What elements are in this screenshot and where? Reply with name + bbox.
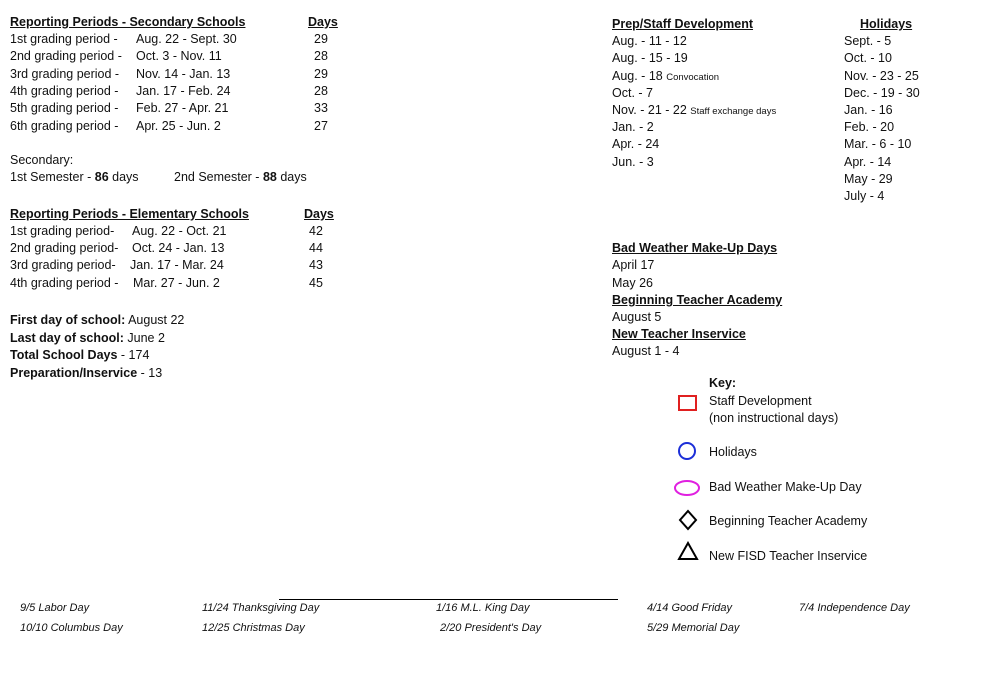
- semester-2-prefix: 2nd Semester -: [174, 170, 263, 184]
- period-range: Jan. 17 - Mar. 24: [130, 258, 224, 272]
- semester-1-days: 86: [94, 170, 109, 184]
- prep-date-row: [612, 69, 719, 83]
- holiday-date: Nov. - 23 - 25: [844, 69, 919, 83]
- period-label: 2nd grading period-: [10, 241, 119, 255]
- key-new-fisd-label: New FISD Teacher Inservice: [709, 549, 868, 563]
- period-range: Aug. 22 - Oct. 21: [132, 224, 227, 238]
- ellipse-icon: [673, 478, 703, 498]
- first-day-label: First day of school:: [10, 313, 126, 327]
- period-days: 45: [309, 276, 323, 290]
- holiday-date: May - 29: [844, 172, 893, 186]
- holiday-date: Mar. - 6 - 10: [844, 137, 912, 151]
- prep-date: Jan. - 2: [612, 120, 654, 134]
- holiday-date: Dec. - 19 - 30: [844, 86, 920, 100]
- semester-1-prefix: 1st Semester -: [10, 170, 95, 184]
- key-heading: Key:: [709, 376, 737, 390]
- holiday-date: July - 4: [844, 189, 885, 203]
- footer-holiday: 12/25 Christmas Day: [202, 622, 305, 634]
- period-label: 1st grading period-: [10, 224, 115, 238]
- key-staff-dev-sublabel: (non instructional days): [709, 411, 839, 425]
- total-days-value: - 174: [117, 348, 150, 362]
- period-days: 28: [314, 49, 328, 63]
- last-day-label: Last day of school:: [10, 331, 124, 345]
- key-beginning-label: Beginning Teacher Academy: [709, 514, 868, 528]
- holiday-date: Jan. - 16: [844, 103, 893, 117]
- first-day: [10, 313, 184, 327]
- footer-divider: [279, 599, 618, 600]
- holiday-date: Oct. - 10: [844, 51, 892, 65]
- prep-heading: Prep/Staff Development: [612, 17, 754, 31]
- footer-holiday: 10/10 Columbus Day: [20, 622, 123, 634]
- square-icon: [678, 394, 698, 412]
- period-range: Mar. 27 - Jun. 2: [133, 276, 220, 290]
- period-days: 29: [314, 67, 328, 81]
- period-range: Oct. 3 - Nov. 11: [136, 49, 222, 63]
- semester-1: [10, 170, 139, 184]
- beginning-teacher-date: August 5: [612, 310, 662, 324]
- period-days: 29: [314, 32, 328, 46]
- circle-icon: [677, 441, 699, 461]
- prep-date: Aug. - 15 - 19: [612, 51, 688, 65]
- prep-date-row: [612, 103, 776, 117]
- footer-holiday: 2/20 President's Day: [440, 622, 542, 634]
- prep-date: Aug. - 18: [612, 69, 663, 83]
- bad-weather-date: April 17: [612, 258, 655, 272]
- footer-holiday: 9/5 Labor Day: [20, 602, 90, 614]
- prep-inservice-value: - 13: [137, 366, 163, 380]
- last-day-value: June 2: [127, 331, 165, 345]
- holiday-date: Apr. - 14: [844, 155, 892, 169]
- semester-2-days: 88: [262, 170, 277, 184]
- prep-note: Convocation: [666, 72, 720, 83]
- footer-holiday: 11/24 Thanksgiving Day: [202, 602, 320, 614]
- elementary-heading: Reporting Periods - Elementary Schools: [10, 207, 249, 221]
- holidays-heading: Holidays: [860, 17, 913, 31]
- secondary-heading: Reporting Periods - Secondary Schools: [10, 15, 246, 29]
- diamond-icon: [677, 509, 699, 531]
- period-label: 4th grading period -: [10, 84, 119, 98]
- prep-note: Staff exchange days: [690, 106, 777, 117]
- prep-inservice-label: Preparation/Inservice: [10, 366, 138, 380]
- period-range: Aug. 22 - Sept. 30: [136, 32, 237, 46]
- new-teacher-date: August 1 - 4: [612, 344, 680, 358]
- period-label: 4th grading period -: [10, 276, 119, 290]
- period-label: 3rd grading period -: [10, 67, 120, 81]
- semester-2: [174, 170, 307, 184]
- period-range: Nov. 14 - Jan. 13: [136, 67, 231, 81]
- key-staff-dev-label: Staff Development: [709, 394, 812, 408]
- first-day-value: August 22: [128, 313, 185, 327]
- period-range: Oct. 24 - Jan. 13: [132, 241, 225, 255]
- period-days: 28: [314, 84, 328, 98]
- period-label: 3rd grading period-: [10, 258, 116, 272]
- period-days: 33: [314, 101, 328, 115]
- holiday-date: Feb. - 20: [844, 120, 895, 134]
- holiday-date: Sept. - 5: [844, 34, 892, 48]
- triangle-icon: [677, 541, 699, 561]
- total-days-label: Total School Days: [10, 348, 118, 362]
- new-teacher-heading: New Teacher Inservice: [612, 327, 746, 341]
- last-day: [10, 331, 165, 345]
- key-bad-weather-label: Bad Weather Make-Up Day: [709, 480, 862, 494]
- total-days: [10, 348, 149, 362]
- period-days: 44: [309, 241, 323, 255]
- period-label: 5th grading period -: [10, 101, 119, 115]
- prep-date: Oct. - 7: [612, 86, 653, 100]
- bad-weather-date: May 26: [612, 276, 653, 290]
- secondary-row: [10, 32, 118, 46]
- secondary-summary-label: Secondary:: [10, 153, 74, 167]
- period-days: 42: [309, 224, 323, 238]
- prep-inservice: [10, 366, 162, 380]
- key-holidays-label: Holidays: [709, 445, 757, 459]
- period-range: Apr. 25 - Jun. 2: [136, 119, 221, 133]
- footer-holiday: 4/14 Good Friday: [647, 602, 732, 614]
- period-days: 27: [314, 119, 328, 133]
- period-label: 6th grading period -: [10, 119, 119, 133]
- footer-holiday: 7/4 Independence Day: [799, 602, 910, 614]
- secondary-days-heading: Days: [308, 15, 338, 29]
- period-label: 2nd grading period -: [10, 49, 122, 63]
- prep-date: Nov. - 21 - 22: [612, 103, 687, 117]
- semester-2-suffix: days: [276, 170, 307, 184]
- footer-holiday: 5/29 Memorial Day: [647, 622, 740, 634]
- bad-weather-heading: Bad Weather Make-Up Days: [612, 241, 778, 255]
- footer-holiday: 1/16 M.L. King Day: [436, 602, 530, 614]
- period-range: Feb. 27 - Apr. 21: [136, 101, 229, 115]
- prep-date: Aug. - 11 - 12: [612, 34, 687, 48]
- period-label: 1st grading period -: [10, 32, 118, 46]
- beginning-teacher-heading: Beginning Teacher Academy: [612, 293, 783, 307]
- prep-date: Apr. - 24: [612, 137, 660, 151]
- elementary-days-heading: Days: [304, 207, 334, 221]
- period-range: Jan. 17 - Feb. 24: [136, 84, 231, 98]
- semester-1-suffix: days: [108, 170, 139, 184]
- prep-date: Jun. - 3: [612, 155, 654, 169]
- period-days: 43: [309, 258, 323, 272]
